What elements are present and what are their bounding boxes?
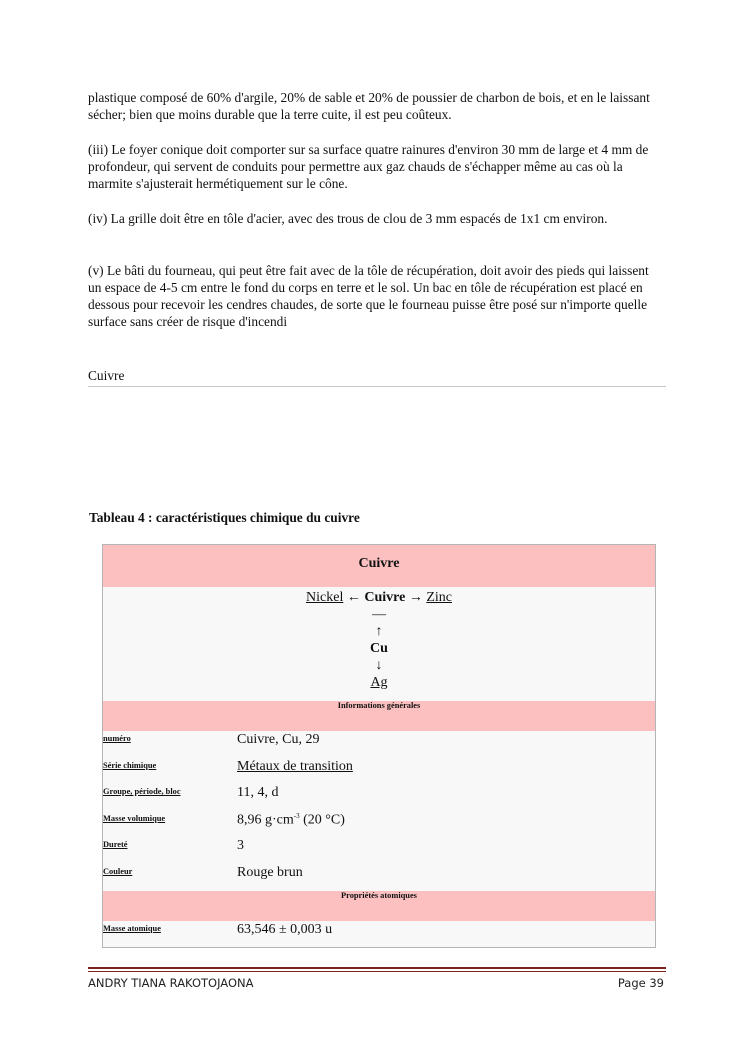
- row-label-link[interactable]: numéro: [103, 734, 131, 743]
- row-label-link[interactable]: Groupe, période, bloc: [103, 787, 181, 797]
- element-infobox: [102, 544, 656, 948]
- row-value: 63,546 ± 0,003 u: [237, 921, 333, 937]
- footer-page-number: Page 39: [617, 976, 664, 990]
- neighbor-below-link[interactable]: Ag: [370, 675, 388, 690]
- paragraph-1: plastique composé de 60% d'argile, 20% de sable et 20% de poussier de charbon de bois, et en le laissant sécher; bien que moins durable que la terre cuite, il est peu coûteux.: [88, 90, 650, 122]
- row-value: [237, 812, 345, 829]
- arrow-left-icon: ←: [346, 590, 361, 605]
- table-row: [103, 921, 655, 948]
- density-condition: (20 °C): [299, 812, 345, 828]
- table-caption: Tableau 4 : caractéristiques chimique du cuivre: [89, 510, 360, 525]
- footer-author: ANDRY TIANA RAKOTOJAONA: [88, 976, 254, 990]
- infobox-header: Cuivre: [103, 545, 655, 587]
- neighbor-right-link[interactable]: Zinc: [426, 590, 452, 605]
- row-label-link[interactable]: Dureté: [103, 840, 128, 850]
- density-value: 8,96 g·cm: [237, 812, 294, 828]
- row-value: Rouge brun: [237, 864, 303, 880]
- row-value: 3: [237, 838, 244, 854]
- table-row: [103, 784, 655, 811]
- row-label-link[interactable]: Masse atomique: [103, 923, 161, 933]
- row-label-link[interactable]: Couleur: [103, 866, 133, 876]
- neighbor-row: [103, 589, 655, 606]
- table-row: [103, 811, 655, 838]
- section-atomic-band: Propriétés atomiques: [103, 891, 655, 921]
- density-exponent: -3: [293, 811, 300, 820]
- paragraph-4: (v) Le bâti du fourneau, qui peut être fait avec de la tôle de récupération, doit avoir des pieds qui laissent un espace de 4-5 cm entre le fond du corps en terre et le sol. Un bac en tôle de récupération est placé en dessous pour recevoir les cendres chaudes, de sorte que le fourneau puisse être posé sur n'importe quelle surface sans créer de risque d'incendi: [88, 263, 649, 329]
- table-row: [103, 731, 655, 758]
- neighbor-elements: [103, 587, 655, 701]
- element-symbol: Cu: [370, 641, 388, 656]
- footer-rule-thin: [88, 971, 666, 972]
- row-label-link[interactable]: Masse volumique: [103, 813, 166, 823]
- section-title: Cuivre: [88, 368, 666, 387]
- arrow-up-icon: ↑: [375, 624, 383, 639]
- table-row: [103, 837, 655, 864]
- arrow-down-icon: ↓: [375, 658, 383, 673]
- row-value-link[interactable]: Métaux de transition: [237, 758, 353, 774]
- row-label-link[interactable]: Série chimique: [103, 760, 157, 770]
- neighbor-above: —: [372, 607, 386, 622]
- neighbor-center: Cuivre: [364, 590, 406, 605]
- table-row: [103, 758, 655, 785]
- section-general-band: Informations générales: [103, 701, 655, 731]
- row-value: Cuivre, Cu, 29: [237, 732, 320, 747]
- neighbor-left-link[interactable]: Nickel: [306, 590, 344, 605]
- table-row: [103, 864, 655, 891]
- paragraph-2: (iii) Le foyer conique doit comporter sur sa surface quatre rainures d'environ 30 mm de large et 4 mm de profondeur, qui servent de conduits pour permettre aux gaz chauds de s'échapper même au cas où la marmite s'ajusterait hermétiquement sur le cône.: [88, 142, 649, 191]
- arrow-right-icon: →: [408, 590, 423, 605]
- paragraph-3: (iv) La grille doit être en tôle d'acier, avec des trous de clou de 3 mm espacés de 1x1 cm environ.: [88, 211, 608, 226]
- row-value: 11, 4, d: [237, 785, 279, 801]
- footer-rule: [88, 967, 666, 969]
